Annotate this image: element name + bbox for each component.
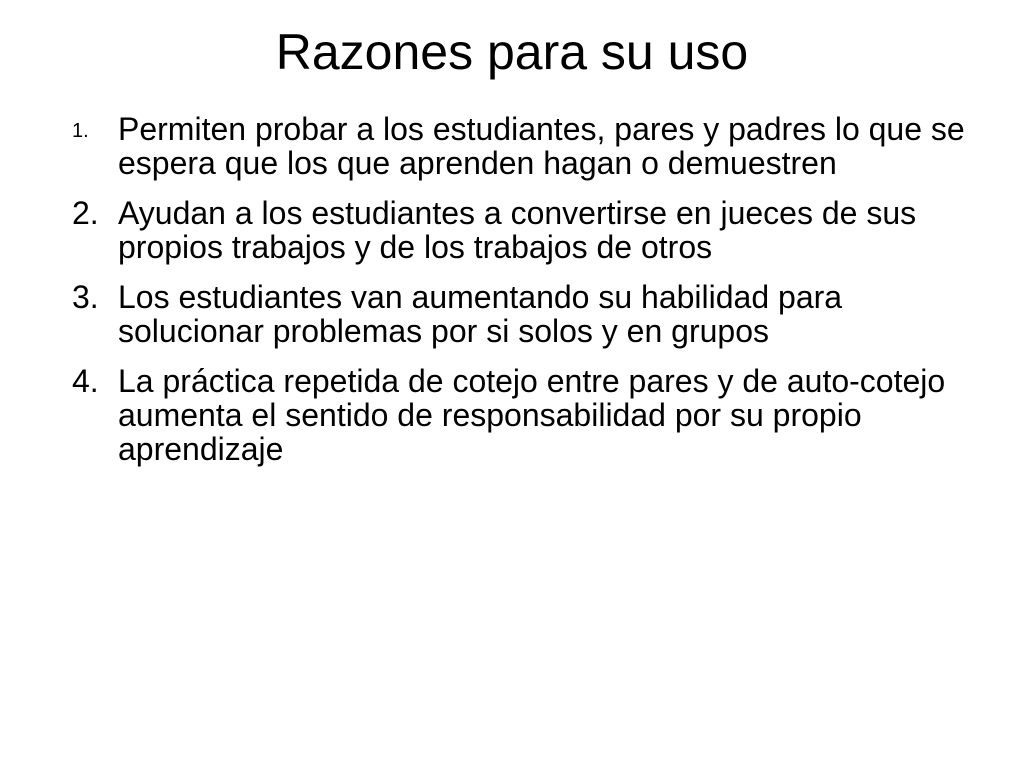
list-item — [72, 112, 972, 180]
item-number: 1. — [72, 120, 89, 142]
reasons-list — [72, 112, 972, 482]
list-item — [72, 196, 972, 264]
item-text: Ayudan a los estudiantes a convertirse en jueces de sus propios trabajos y de los trabajos de otros — [118, 195, 917, 265]
item-number: 2. — [72, 195, 99, 231]
item-text: Permiten probar a los estudiantes, pares y padres lo que se espera que los que aprenden hagan o demuestren — [118, 111, 965, 181]
item-number: 3. — [72, 279, 99, 315]
item-text: La práctica repetida de cotejo entre pares y de auto-cotejo aumenta el sentido de responsabilidad por su propio aprendizaje — [118, 363, 946, 467]
item-text: Los estudiantes van aumentando su habilidad para solucionar problemas por si solos y en grupos — [118, 279, 843, 349]
item-number: 4. — [72, 363, 99, 399]
list-item — [72, 280, 972, 348]
list-item — [72, 364, 972, 466]
slide-title: Razones para su uso — [275, 24, 749, 80]
